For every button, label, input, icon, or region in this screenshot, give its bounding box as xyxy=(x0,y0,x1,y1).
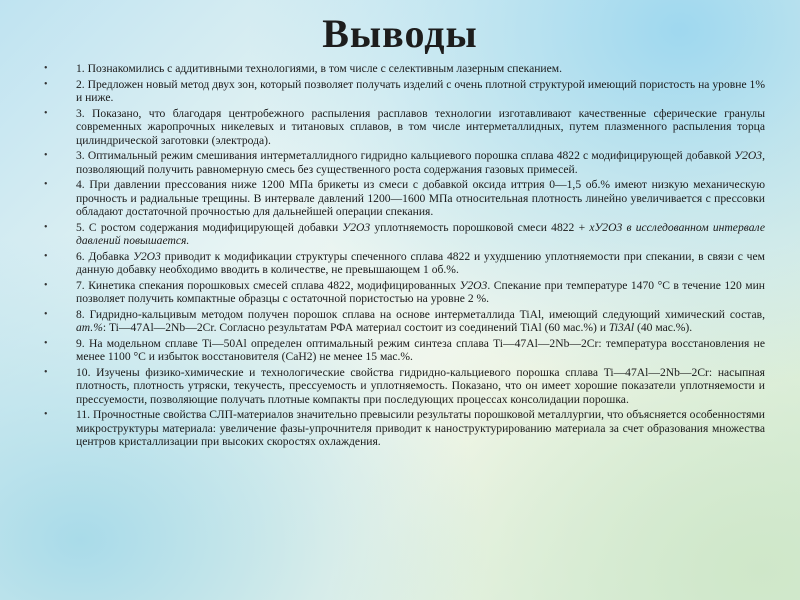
list-item xyxy=(30,408,765,449)
item-text-italic: У2О3 xyxy=(734,149,763,162)
list-item xyxy=(30,337,765,364)
bullet-icon: • xyxy=(44,63,48,74)
item-text-italic: У2О3 xyxy=(459,278,488,292)
item-text: 1. Познакомились с аддитивными технологиями, в том числе с селективным лазерным спеканием. xyxy=(76,62,563,75)
bullet-icon: • xyxy=(44,221,48,233)
item-text-italic: У2О3 xyxy=(133,249,161,263)
slide-title: Выводы xyxy=(322,11,478,56)
bullet-icon: • xyxy=(44,366,48,378)
item-text: 2. Предложен новый метод двух зон, который позволяет получать изделий с очень плотной структурой имеющий пористость на уровне 1% и ниже. xyxy=(76,77,765,104)
item-text: приводит к модификации структуры спеченного сплава 4822 и ухудшению уплотняемости при спекании, в связи с чем данную добавку необходимо вводить в количестве, не превышающем 1 об.%. xyxy=(76,249,765,276)
item-text: , позволяющий получить равномерную смесь без существенного роста содержания газовых примесей. xyxy=(76,149,765,176)
conclusions-list xyxy=(30,62,765,451)
bullet-icon: • xyxy=(44,107,48,119)
item-text: 10. Изучены физико-химические и технологические свойства гидридно-кальциевого порошка сплава Ti—47Al—2Nb—2Cr: насыпная плотность, плотность утряски, текучесть, прессуемость и уплотняемость. Показано, что он имеет хорошие показатели уплотняемости и прессуемости, позволяющие получать плотные компакты при последующих процессах консолидации порошка. xyxy=(76,365,765,406)
list-item xyxy=(30,279,765,306)
item-text: 7. Кинетика спекания порошковых смесей сплава 4822, модифицированных xyxy=(76,278,460,292)
item-text-italic: xУ2О3 в исследованном интервале давлений повышается. xyxy=(76,220,765,247)
item-text-italic: У2О3 xyxy=(342,220,371,234)
item-text: 8. Гидридно-кальцивым методом получен порошок сплава на основе интерметаллида TiAl, имеющий следующий химический состав, xyxy=(76,307,765,321)
list-item xyxy=(30,149,765,176)
item-text: 9. На модельном сплаве Ti—50Al определен оптимальный режим синтеза сплава Ti—47Al—2Nb—2Cr: температура восстановления не менее 1100 °С и избыток восстановителя (CaH2) не менее 15 мас.%. xyxy=(76,336,765,363)
item-text: 5. С ростом содержания модифицирующей добавки xyxy=(76,220,343,234)
item-text: 3. Показано, что благодаря центробежного распыления расплавов технологии изготавливают качественные сферические гранулы современных жаропрочных никелевых и титановых сплавов, в том числе интерметаллидных, путем плазменного распыления торца цилиндрической заготовки (электрода). xyxy=(76,106,765,147)
bullet-icon: • xyxy=(44,279,48,291)
list-item xyxy=(30,107,765,148)
bullet-icon: • xyxy=(44,150,48,161)
item-text: . Спекание при температуре 1470 °С в течение 120 мин позволяет получить компактные образцы с остаточной пористостью на уровне 2 %. xyxy=(76,278,765,305)
item-text: (40 мас.%). xyxy=(634,321,693,334)
list-item xyxy=(30,221,765,248)
bullet-icon: • xyxy=(44,78,48,90)
bullet-icon: • xyxy=(44,250,48,262)
item-text-italic: ат.% xyxy=(76,321,103,334)
item-text: уплотняемость порошковой смеси 4822 + xyxy=(370,220,590,234)
bullet-icon: • xyxy=(44,409,48,420)
item-text: : Ti—47Al—2Nb—2Cr. Согласно результатам РФА материал состоит из соединений TiAl (60 мас.%) и xyxy=(102,321,609,334)
item-text: 6. Добавка xyxy=(76,249,134,263)
list-item xyxy=(30,178,765,219)
item-text: 3. Оптимальный режим смешивания интерметаллидного гидридно кальциевого порошка сплава 4822 с модифицирующей добавкой xyxy=(76,149,735,162)
bullet-icon: • xyxy=(44,308,48,320)
item-text-italic: Ti3Al xyxy=(608,321,635,334)
bullet-icon: • xyxy=(44,337,48,349)
item-text: 4. При давлении прессования ниже 1200 МПа брикеты из смеси с добавкой оксида иттрия 0—1,5 об.% имеют низкую механическую прочность и радиальные трещины. В интервале давлений 1200—1600 МПа относительная плотность линейно увеличивается с прессовки обладают достаточной прочностью для дальнейшей операции спекания. xyxy=(76,178,765,218)
item-text: 11. Прочностные свойства СЛП-материалов значительно превысили результаты порошковой металлургии, что объясняется особенностями микроструктуры материала: увеличение фазы-упрочнителя приводит к наноструктурированию материала за счет образования множества центров кристаллизации при высоких скоростях охлаждения. xyxy=(76,408,765,448)
list-item xyxy=(30,250,765,277)
list-item xyxy=(30,308,765,335)
list-item xyxy=(30,366,765,407)
list-item xyxy=(30,62,765,76)
bullet-icon: • xyxy=(44,179,48,190)
list-item xyxy=(30,78,765,105)
